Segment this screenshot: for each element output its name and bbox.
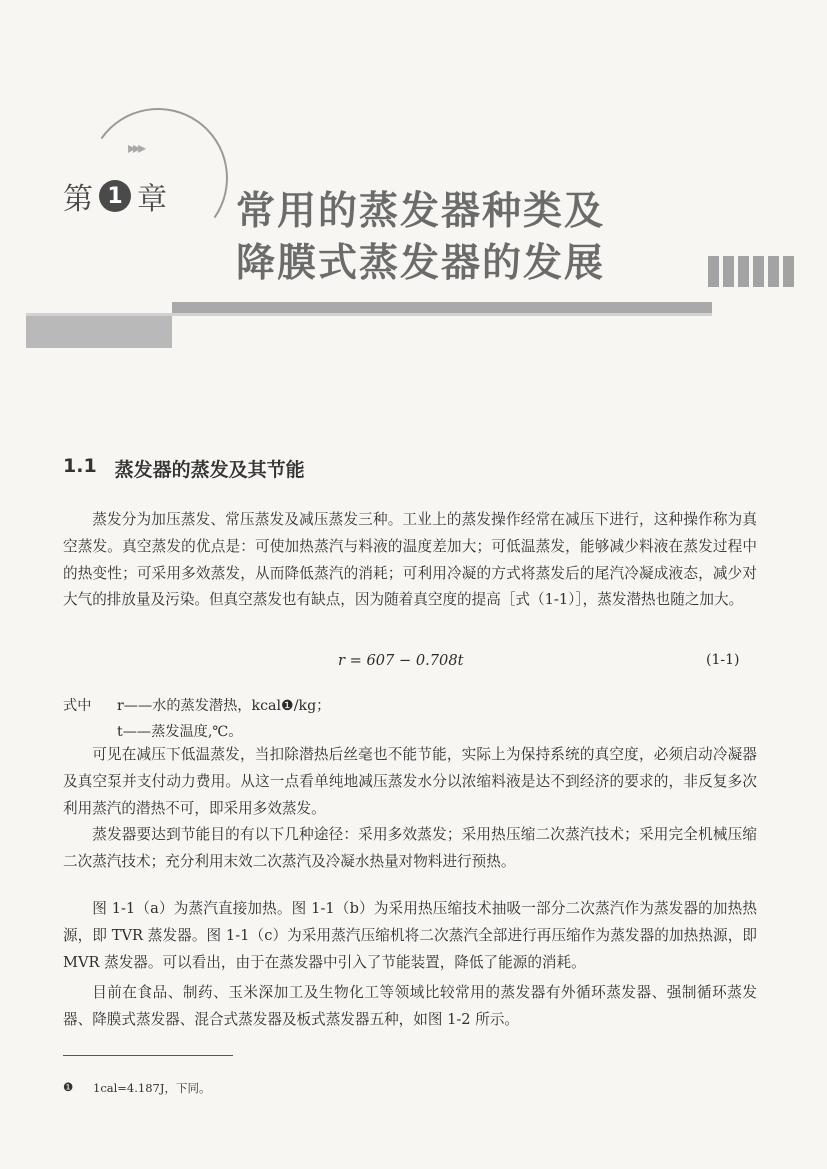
- paragraph-3: 蒸发器要达到节能目的有以下几种途径：采用多效蒸发；采用热压缩二次蒸汽技术；采用完全机械压缩二次蒸汽技术；充分利用末效二次蒸汽及冷凝水热量对物料进行预热。: [63, 826, 757, 870]
- section-number: 1.1: [63, 455, 97, 477]
- paragraph-5: 目前在食品、制药、玉米深加工及生物化工等领域比较常用的蒸发器有外循环蒸发器、强制循环蒸发器、降膜式蒸发器、混合式蒸发器及板式蒸发器五种，如图 1-2 所示。: [63, 984, 757, 1028]
- chapter-title-line2: 降膜式蒸发器的发展: [236, 241, 606, 286]
- triple-arrow-icon: ▸▸▸: [128, 138, 144, 157]
- chapter-prefix: 第: [63, 182, 93, 217]
- chapter-label: [63, 174, 167, 218]
- variable-t: t——蒸发温度,℃。: [117, 724, 243, 740]
- paragraph-4: 图 1-1（a）为蒸汽直接加热。图 1-1（b）为采用热压缩技术抽吸一部分二次蒸汽作为蒸发器的加热热源，即 TVR 蒸发器。图 1-1（c）为采用蒸汽压缩机将二次蒸汽全部进行再压缩作为蒸发器的加热热源，即 MVR 蒸发器。可以看出，由于在蒸发器中引入了节能装置，降低了能源的消耗。: [63, 900, 757, 971]
- footnote-mark: ❶: [63, 1080, 74, 1094]
- formula: r = 607 − 0.708t: [338, 652, 464, 669]
- formula-number: (1-1): [706, 652, 740, 668]
- header-band-dark: [26, 316, 172, 348]
- decorative-bars: [708, 256, 794, 287]
- variable-r: r——水的蒸发潜热，kcal❶/kg；: [117, 698, 331, 714]
- variables-lead: 式中: [63, 698, 92, 714]
- section-title: 蒸发器的蒸发及其节能: [114, 459, 305, 481]
- chapter-title-line1: 常用的蒸发器种类及: [236, 189, 606, 234]
- section-heading: [63, 455, 305, 482]
- chapter-title: [236, 186, 676, 290]
- paragraph-1: 蒸发分为加压蒸发、常压蒸发及减压蒸发三种。工业上的蒸发操作经常在减压下进行，这种操作称为真空蒸发。真空蒸发的优点是：可使加热蒸汽与料液的温度差加大；可低温蒸发，能够减少料液在蒸发过程中的热变性；可采用多效蒸发，从而降低蒸汽的消耗；可利用冷凝的方式将蒸发后的尾汽冷凝成液态，减少对大气的排放量及污染。但真空蒸发也有缺点，因为随着真空度的提高［式（1-1）］，蒸发潜热也随之加大。: [63, 511, 757, 609]
- footnote-rule: [63, 1055, 233, 1056]
- chapter-number-badge: 1: [99, 180, 131, 212]
- chapter-suffix: 章: [137, 182, 167, 217]
- footnote-text: 1cal=4.187J，下同。: [93, 1081, 211, 1095]
- paragraph-2: 可见在减压下低温蒸发，当扣除潜热后丝毫也不能节能，实际上为保持系统的真空度，必须启动冷凝器及真空泵并支付动力费用。从这一点看单纯地减压蒸发水分以浓缩料液是达不到经济的要求的，非反复多次利用蒸汽的潜热不可，即采用多效蒸发。: [63, 746, 757, 817]
